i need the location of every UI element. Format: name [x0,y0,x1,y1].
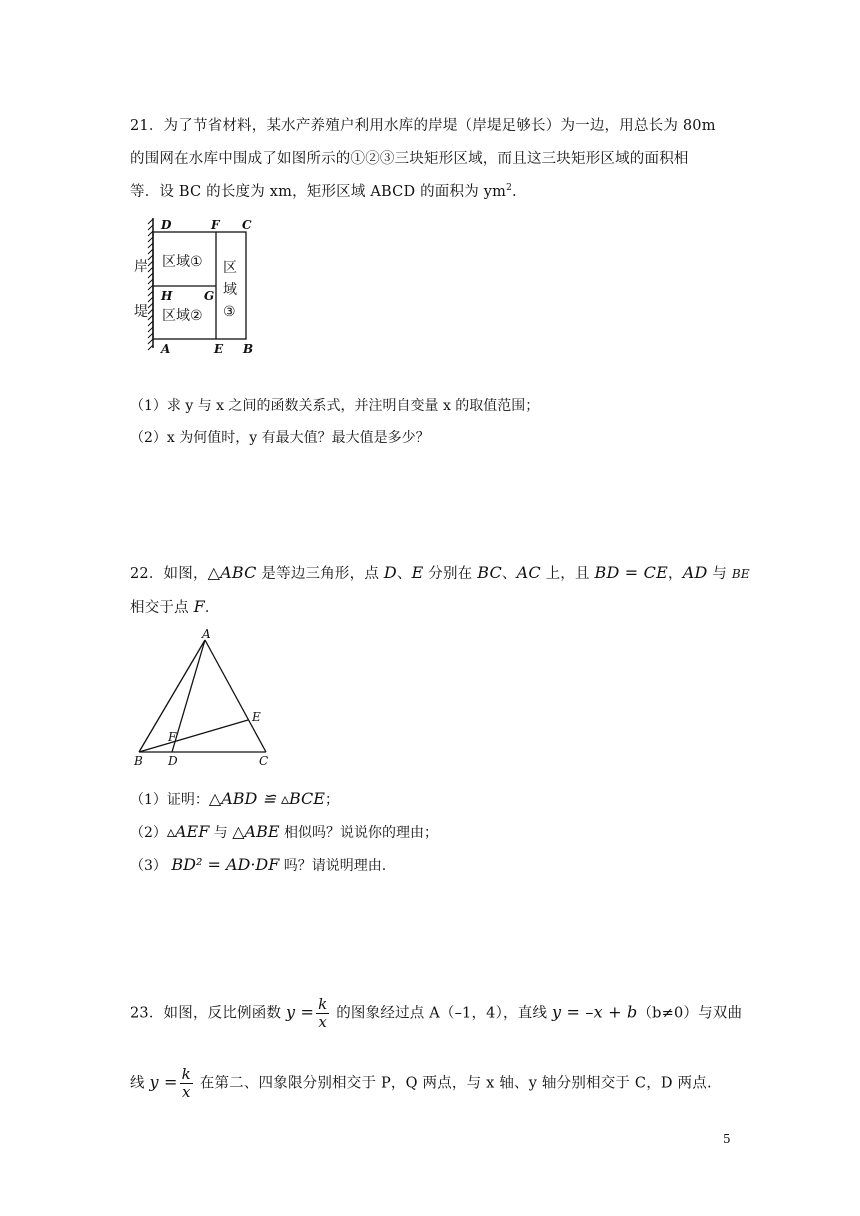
label-c: C [242,218,252,232]
q22-text: 上，且 [540,566,595,582]
q23-text: 的图象经过点 A（–1，4），直线 [331,1005,552,1022]
q21-part2: （2）x 为何值时，y 有最大值？最大值是多少？ [130,430,430,446]
label-f: F [168,730,177,744]
label-a: A [161,342,171,356]
region-3-char-2: 域 [223,282,237,298]
q22-triangle-abc: △ABC [207,563,257,582]
q22-text: 、 [501,566,517,582]
q22-figure [128,625,278,770]
q22-line2 [130,596,220,617]
q23-y-equals: y = [149,1072,178,1092]
q23-text: 23．如图，反比例函数 [130,1005,286,1022]
page-number: 5 [723,1132,731,1146]
bank-char-2: 堤 [134,304,148,320]
side-ac [205,640,266,752]
bank-char-1: 岸 [134,259,148,275]
q22-seg-bc: BC [477,563,502,582]
q22-line1 [130,562,750,583]
q23-fraction [316,996,329,1031]
q22-equation: BD = CE [594,563,669,582]
q21-part1: （1）求 y 与 x 之间的函数关系式，并注明自变量 x 的取值范围； [130,398,540,414]
fraction-denominator: x [318,1013,328,1031]
q22-seg-ad: AD [682,563,708,582]
q22-part3-text: 吗？请说明理由. [279,858,387,874]
region-2-label: 区域② [162,308,203,324]
q23-fraction [180,1066,193,1101]
q22-part1-text: （1）证明： [130,792,209,808]
label-h: H [161,289,173,303]
fraction-numerator: k [181,1065,191,1083]
q23-line1 [130,996,742,1031]
q22-part2-text: 与 [209,825,233,841]
q22-point-d: D [383,563,397,582]
q23-line-equation: y = –x + b [551,1002,638,1022]
q22-part1-math: △ABD ≌ ▵BCE [208,789,325,808]
q22-seg-be: BE [731,567,750,581]
segment-ad [172,640,205,752]
q22-part3 [130,855,386,875]
label-d: D [168,754,178,768]
label-e: E [214,342,224,356]
q22-text: 22．如图， [130,566,208,582]
fraction-denominator: x [181,1083,191,1101]
q21-line3-text: 等．设 BC 的长度为 xm，矩形区域 ABCD 的面积为 ym [130,184,507,200]
q22-text: ， [668,566,683,582]
q22-part1-text: ； [324,792,339,808]
q23-text: 在第二、四象限分别相交于 P，Q 两点，与 x 轴、y 轴分别相交于 C，D 两点. [194,1075,712,1092]
region-3-char-1: 区 [223,260,237,276]
label-b: B [243,342,254,356]
q22-text: 分别在 [423,566,478,582]
q21-line3-end: . [512,184,517,200]
q22-point-e: E [411,563,424,582]
q22-point-f: F [193,597,205,616]
q21-superscript: 2 [506,183,512,194]
q22-part3-text: （3） [130,858,172,874]
q22-part2-math: ▵AEF [166,822,210,841]
region-1-label: 区域① [162,254,203,270]
q22-text: ． [204,600,220,616]
q23-line2 [130,1066,712,1101]
label-d: D [161,218,172,232]
q22-text: 、 [396,566,412,582]
q22-part2-math: △ABE [232,822,280,841]
q22-part2-text: 相似吗？说说你的理由； [279,825,438,841]
label-b: B [134,754,143,768]
label-c: C [259,754,269,768]
q22-text: 相交于点 [130,600,194,616]
q22-part1 [130,789,339,809]
q22-seg-ac: AC [516,563,541,582]
fraction-numerator: k [318,995,328,1013]
region-3-char-3: ③ [223,304,236,320]
label-e: E [252,710,261,724]
label-a: A [202,627,211,641]
q22-part2-text: （2） [130,825,167,841]
q23-text: （b≠0）与双曲 [637,1005,743,1022]
q22-text: 是等边三角形，点 [256,566,384,582]
q23-text: 线 [130,1075,150,1092]
q21-figure [128,210,268,360]
q23-y-equals: y = [285,1002,315,1022]
q22-text: 与 [707,566,732,582]
label-f: F [211,218,220,232]
q21-line2: 的围网在水库中围成了如图所示的①②③三块矩形区域，而且这三块矩形区域的面积相 [130,151,689,167]
q21-line1: 21．为了节省材料，某水产养殖户利用水库的岸堤（岸堤足够长）为一边，用总长为 80m [130,118,716,134]
q22-part3-math: BD² = AD·DF [171,855,280,874]
label-g: G [204,289,215,303]
q21-line3 [130,180,517,201]
q22-part2 [130,822,438,842]
